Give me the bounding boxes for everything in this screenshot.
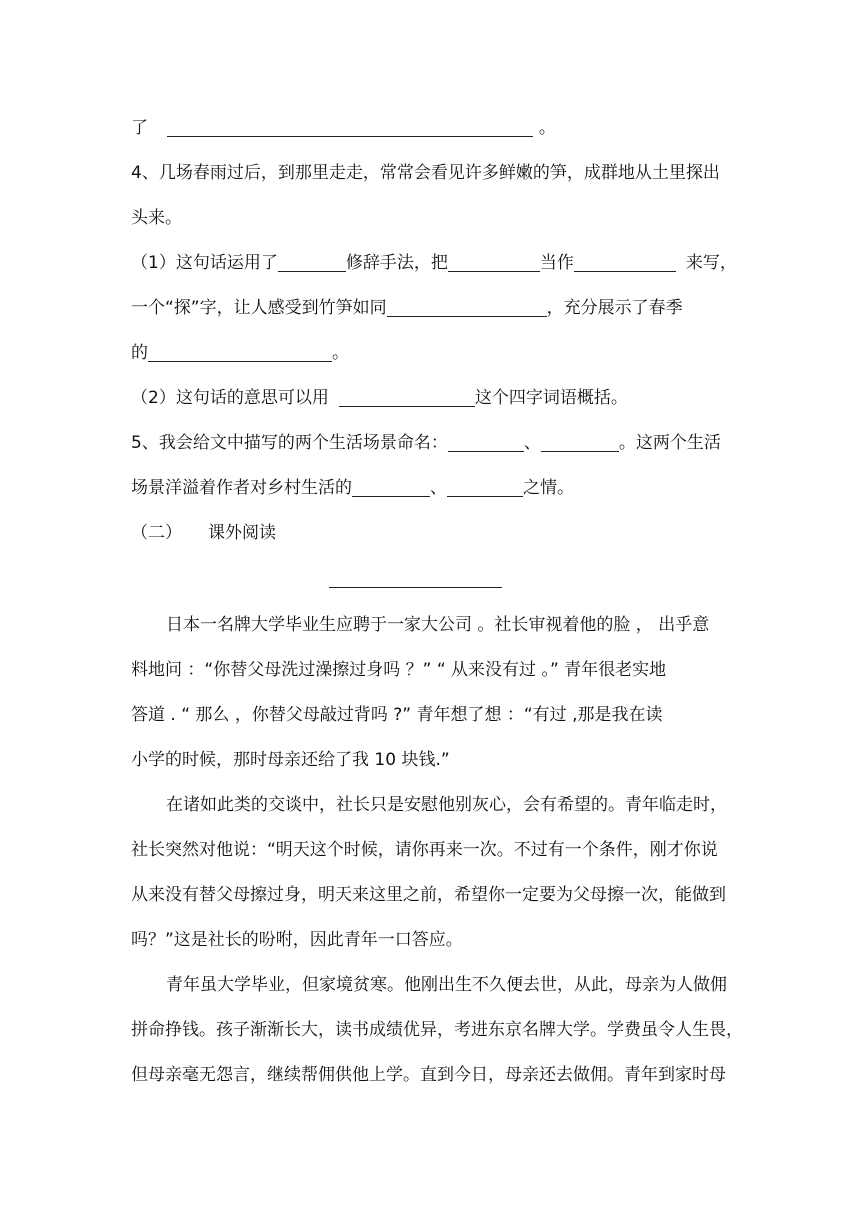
question-text: 一个“探”字，让人感受到竹笋如同 <box>131 298 387 318</box>
question-text: 。这两个生活 <box>618 433 721 453</box>
question-text: 5、我会给文中描写的两个生活场景命名： <box>131 433 448 453</box>
title-blank[interactable] <box>329 587 502 588</box>
answer-blank[interactable] <box>339 384 475 407</box>
answer-blank[interactable] <box>278 249 346 272</box>
question-text: 这个四字词语概括。 <box>474 388 628 408</box>
question-4: 4、几场春雨过后，到那里走走，常常会看见许多鲜嫩的笋，成群地从土里探出 <box>131 163 720 183</box>
question-text: 来写， <box>685 253 737 273</box>
passage-line: 小学的时候，那时母亲还给了我 10 块钱.” <box>131 750 450 770</box>
passage-line: 拼命挣钱。孩子渐渐长大，读书成绩优异，考进东京名牌大学。学费虽令人生畏， <box>131 1020 743 1040</box>
question-text: 修辞手法，把 <box>345 253 448 273</box>
passage-line: 从来没有替父母擦过身，明天来这里之前，希望你一定要为父母擦一次，能做到 <box>131 885 726 905</box>
answer-blank[interactable] <box>541 429 619 452</box>
question-text: 的 <box>131 343 148 363</box>
section-heading <box>131 518 276 548</box>
section-number: （二） <box>131 523 182 543</box>
answer-blank[interactable] <box>448 249 540 272</box>
question-text: 。 <box>332 343 349 363</box>
question-4-cont: 头来。 <box>131 208 182 228</box>
sub-question-1-cont <box>131 293 683 323</box>
question-text: （2）这句话的意思可以用 <box>131 388 329 408</box>
answer-blank[interactable] <box>352 474 430 497</box>
answer-blank[interactable] <box>167 114 533 137</box>
question-text: 。 <box>538 118 556 138</box>
answer-blank[interactable] <box>574 249 676 272</box>
question-text: 了 <box>131 118 148 138</box>
sub-question-1-end <box>131 338 349 368</box>
answer-blank[interactable] <box>148 339 332 362</box>
answer-blank[interactable] <box>387 294 547 317</box>
passage-line: 料地问 ：“你替父母洗过澡擦过身吗 ？” “ 从来没有过 。” 青年很老实地 <box>131 660 667 680</box>
passage-line: 在诸如此类的交谈中，社长只是安慰他别灰心，会有希望的。青年临走时， <box>166 795 727 815</box>
section-title: 课外阅读 <box>208 523 276 543</box>
question-text: （1）这句话运用了 <box>131 253 278 273</box>
sub-question-1 <box>131 248 737 278</box>
question-text: 、 <box>523 433 541 453</box>
question-5-cont <box>131 473 574 503</box>
passage-line: 答道 . “ 那么 ，你替父母敲过背吗 ?” 青年想了想 ：“有过 ,那是我在读 <box>131 705 663 725</box>
passage-line: 青年虽大学毕业，但家境贫寒。他刚出生不久便去世，从此，母亲为人做佣 <box>166 975 727 995</box>
passage-line: 但母亲毫无怨言，继续帮佣供他上学。直到今日，母亲还去做佣。青年到家时母 <box>131 1065 726 1085</box>
question-text: 、 <box>430 478 447 498</box>
question-text: 场景洋溢着作者对乡村生活的 <box>131 478 352 498</box>
sub-question-2 <box>131 383 628 413</box>
answer-blank[interactable] <box>447 474 523 497</box>
question-line <box>131 113 556 143</box>
answer-blank[interactable] <box>448 429 524 452</box>
question-text: 当作 <box>539 253 574 273</box>
question-5 <box>131 428 721 458</box>
passage-line: 社长突然对他说：“明天这个时候，请你再来一次。不过有一个条件，刚才你说 <box>131 840 718 860</box>
passage-line: 日本一名牌大学毕业生应聘于一家大公司 。社长审视着他的脸 ， 出乎意 <box>166 615 710 635</box>
passage-line: 吗？”这是社长的吩咐，因此青年一口答应。 <box>131 930 463 950</box>
question-text: ，充分展示了春季 <box>546 298 683 318</box>
question-text: 之情。 <box>523 478 574 498</box>
